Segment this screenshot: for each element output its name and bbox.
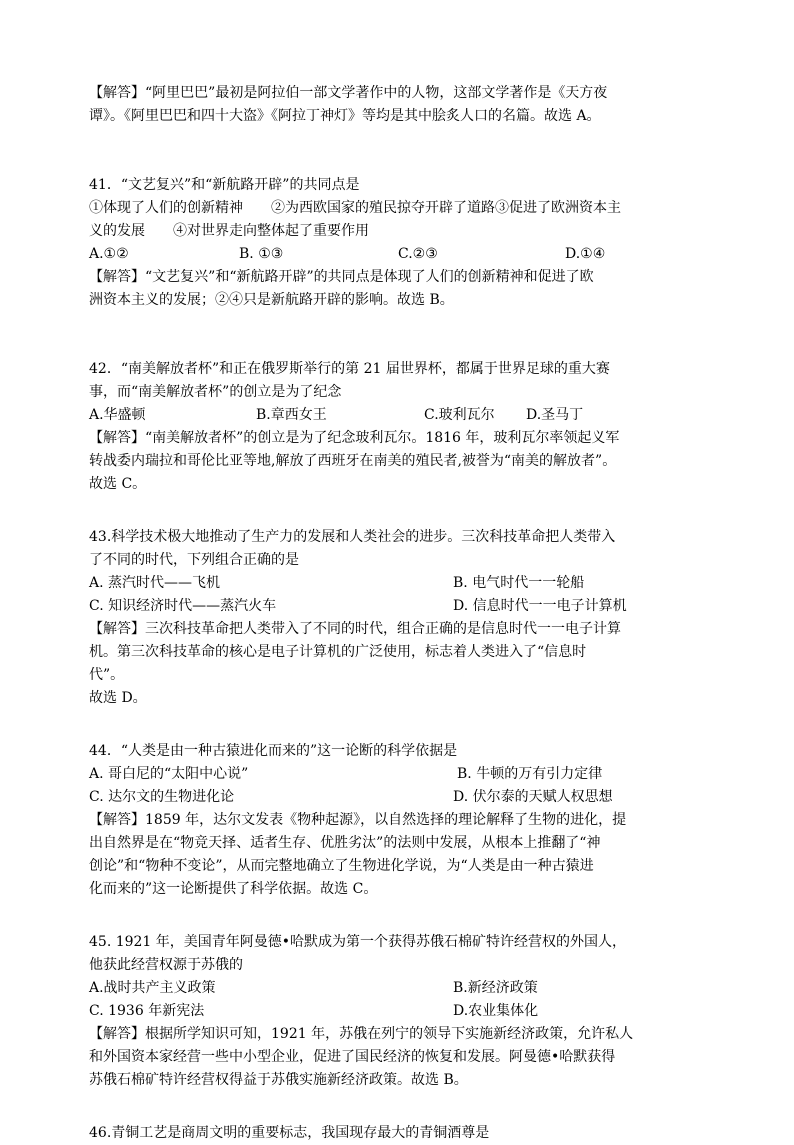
answer-line: 【解答】根据所学知识可知，1921 年，苏俄在列宁的领导下实施新经济政策，允许私人 [89, 1026, 634, 1042]
question-41 [89, 174, 707, 312]
spacer [89, 128, 707, 174]
question-stem: 事，而“南美解放者杯”的创立是为了纪念 [89, 384, 342, 400]
option-a: A. 蒸汽时代——飞机 [89, 575, 221, 591]
question-46 [89, 1122, 707, 1145]
question-stem: 他获此经营权源于苏俄的 [89, 957, 243, 973]
answer-line: 洲资本主义的发展；②④只是新航路开辟的影响。故选 B。 [89, 292, 454, 308]
question-stem: 45. 1921 年，美国青年阿曼德•哈默成为第一个获得苏俄石棉矿特许经营权的外国人， [89, 934, 627, 950]
question-stem: ①体现了人们的创新精神 ②为西欧国家的殖民掠夺开辟了道路③促进了欧洲资本主 [89, 200, 621, 216]
option-c: C. 达尔文的生物进化论 [89, 789, 235, 805]
option-d: D. 伏尔泰的天赋人权思想 [453, 789, 613, 805]
option-b: B. 电气时代一一轮船 [453, 575, 585, 591]
options-row [89, 404, 707, 427]
options-row [89, 595, 707, 618]
answer-line: 出自然界是在“物竞天择、适者生存、优胜劣汰”的法则中发展，从根本上推翻了“神 [89, 835, 601, 851]
spacer [89, 901, 707, 931]
answer-line: 【解答】1859 年，达尔文发表《物种起源》，以自然选择的理论解释了生物的进化，提 [89, 812, 627, 828]
question-42 [89, 358, 707, 496]
answer-line: 转战委内瑞拉和哥伦比亚等地,解放了西班牙在南美的殖民者,被誉为“南美的解放者”。 [89, 453, 617, 469]
answer-line: 化而来的”这一论断提供了科学依据。故选 C。 [89, 881, 378, 897]
options-row [89, 786, 707, 809]
answer-line: 【解答】“南美解放者杯”的创立是为了纪念玻利瓦尔。1816 年，玻利瓦尔率领起义军 [89, 430, 620, 446]
option-b: B.新经济政策 [453, 980, 538, 996]
option-a: A.华盛顿 [89, 407, 146, 423]
answer-line: 和外国资本家经营一些中小型企业，促进了国民经济的恢复和发展。阿曼德•哈默获得 [89, 1049, 616, 1065]
question-stem: 41．“文艺复兴”和“新航路开辟”的共同点是 [89, 177, 360, 193]
spacer [89, 496, 707, 526]
option-a: A.①② [89, 246, 129, 262]
question-stem: 义的发展 ④对世界走向整体起了重要作用 [89, 223, 369, 239]
answer-line: 故选 D。 [89, 690, 147, 706]
answer-line: 【解答】三次科技革命把人类带入了不同的时代，组合正确的是信息时代一一电子计算 [89, 621, 621, 637]
options-row [89, 572, 707, 595]
question-stem: 46.青铜工艺是商周文明的重要标志，我国现存最大的青铜酒尊是 [89, 1125, 490, 1141]
options-row [89, 1000, 707, 1023]
spacer [89, 1092, 707, 1122]
question-43 [89, 526, 707, 710]
question-stem: 44．“人类是由一种古猿进化而来的”这一论断的科学依据是 [89, 743, 458, 759]
answer-40 [89, 82, 707, 128]
option-a: A.战时共产主义政策 [89, 980, 216, 996]
spacer [89, 710, 707, 740]
answer-line: 机。第三次科技革命的核心是电子计算机的广泛使用，标志着人类进入了“信息时 [89, 644, 587, 660]
question-stem: 了不同的时代，下列组合正确的是 [89, 552, 299, 568]
option-c: C. 知识经济时代——蒸汽火车 [89, 598, 277, 614]
option-c: C.②③ [398, 246, 438, 262]
question-stem: 43.科学技术极大地推动了生产力的发展和人类社会的进步。三次科技革命把人类带入 [89, 529, 616, 545]
answer-line: 谭》。《阿里巴巴和四十大盗》《阿拉丁神灯》等均是其中脍炙人口的名篇。故选 A。 [89, 108, 601, 124]
option-b: B.章西女王 [256, 407, 327, 423]
spacer [89, 312, 707, 358]
options-row [89, 977, 707, 1000]
option-d: D. 信息时代一一电子计算机 [453, 598, 627, 614]
option-d: D.①④ [565, 246, 606, 262]
option-b: B. ①③ [239, 246, 284, 262]
options-row [89, 243, 707, 266]
answer-line: 【解答】“阿里巴巴”最初是阿拉伯一部文学著作中的人物，这部文学著作是《天方夜 [89, 85, 608, 101]
answer-line: 【解答】“文艺复兴”和“新航路开辟”的共同点是体现了人们的创新精神和促进了欧 [89, 269, 594, 285]
question-44 [89, 740, 707, 901]
option-c: C.玻利瓦尔 [424, 407, 495, 423]
option-d: D.圣马丁 [526, 407, 584, 423]
question-stem: 42．“南美解放者杯”和正在俄罗斯举行的第 21 届世界杯，都属于世界足球的重大赛 [89, 361, 610, 377]
answer-line: 代”。 [89, 667, 125, 683]
answer-line: 苏俄石棉矿特许经营权得益于苏俄实施新经济政策。故选 B。 [89, 1072, 468, 1088]
document-page [89, 82, 707, 1145]
option-d: D.农业集体化 [453, 1003, 539, 1019]
options-row [89, 763, 707, 786]
option-c: C. 1936 年新宪法 [89, 1003, 205, 1019]
answer-line: 故选 C。 [89, 476, 147, 492]
answer-line: 创论”和“物种不变论”，从而完整地确立了生物进化学说，为“人类是由一种古猿进 [89, 858, 594, 874]
option-b: B. 牛顿的万有引力定律 [457, 766, 603, 782]
question-45 [89, 931, 707, 1092]
option-a: A. 哥白尼的“太阳中心说” [89, 766, 249, 782]
